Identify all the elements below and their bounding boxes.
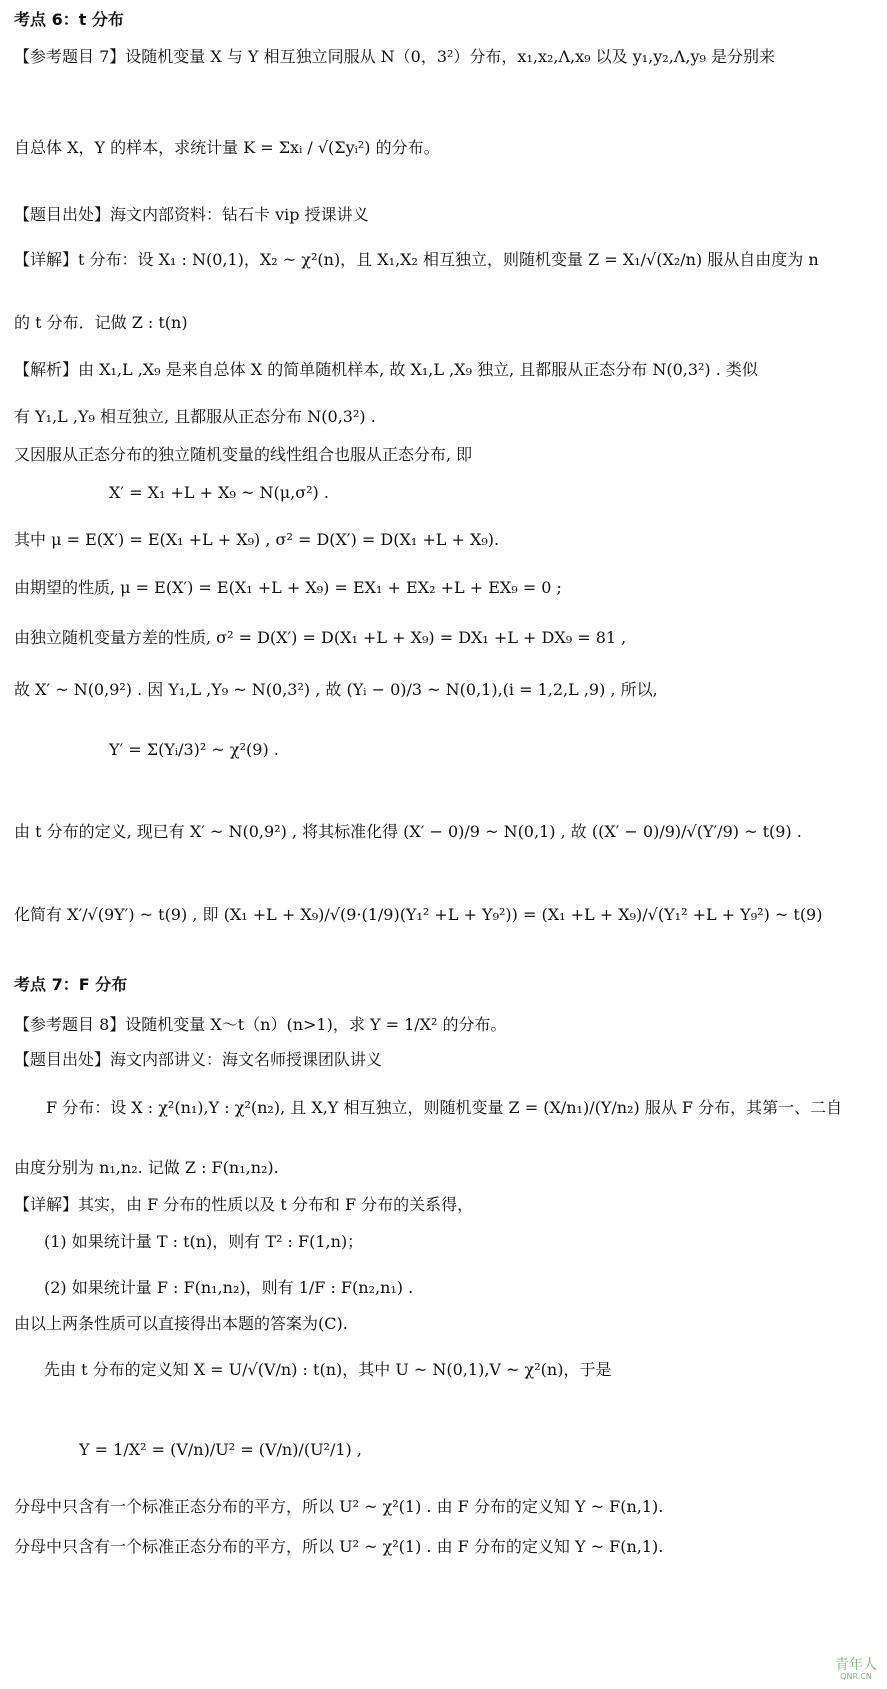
text-line-d7_2: 的 t 分布．记做 Z : t(n) bbox=[14, 313, 188, 332]
text-line-src2: 【题目出处】海文内部讲义：海文名师授课团队讲义 bbox=[14, 1050, 383, 1069]
text-line-p1: 【解析】由 X₁,L ,X₉ 是来自总体 X 的简单随机样本, 故 X₁,L ,X₉ 独立, 且都服从正态分布 N(0,3²) . 类似 bbox=[14, 360, 758, 379]
text-line-t3: 分母中只含有一个标准正态分布的平方，所以 U² ~ χ²(1) . 由 F 分布的定义知 Y ~ F(n,1). bbox=[14, 1497, 664, 1516]
text-line-p2: 有 Y₁,L ,Y₉ 相互独立, 且都服从正态分布 N(0,3²) . bbox=[14, 407, 376, 426]
text-line-p5: 其中 μ = E(X′) = E(X₁ +L + X₉) , σ² = D(X′) = D(X₁ +L + X₉). bbox=[14, 530, 500, 549]
text-line-p10: 由 t 分布的定义, 现已有 X′ ~ N(0,9²) , 将其标准化得 (X′ − 0)/9 ~ N(0,1) , 故 ((X′ − 0)/9)/√(Y′/9) ~ t(9) . bbox=[14, 822, 802, 841]
watermark-subtext: QNR.CN bbox=[840, 1672, 872, 1681]
watermark-text: 青年人 bbox=[835, 1657, 877, 1673]
text-line-prop2: (2) 如果统计量 F : F(n₁,n₂)，则有 1/F : F(n₂,n₁) . bbox=[44, 1278, 414, 1297]
text-line-t2: Y = 1/X² = (V/n)/U² = (V/n)/(U²/1) , bbox=[79, 1440, 362, 1459]
text-line-t4: 分母中只含有一个标准正态分布的平方，所以 U² ~ χ²(1) . 由 F 分布的定义知 Y ~ F(n,1). bbox=[14, 1537, 664, 1556]
text-line-d8: 【详解】其实，由 F 分布的性质以及 t 分布和 F 分布的关系得， bbox=[14, 1195, 474, 1214]
text-line-p9: Y′ = Σ(Yᵢ/3)² ~ χ²(9) . bbox=[109, 740, 279, 759]
text-line-p6: 由期望的性质, μ = E(X′) = E(X₁ +L + X₉) = EX₁ + EX₂ +L + EX₉ = 0 ; bbox=[14, 578, 562, 597]
text-line-f1: F 分布：设 X : χ²(n₁),Y : χ²(n₂), 且 X,Y 相互独立，则随机变量 Z = (X/n₁)/(Y/n₂) 服从 F 分布，其第一、二自 bbox=[46, 1098, 843, 1117]
text-line-p11: 化简有 X′/√(9Y′) ~ t(9) , 即 (X₁ +L + X₉)/√(9·(1/9)(Y₁² +L + Y₉²)) = (X₁ +L + X₉)/√(Y₁² +L + Y₉²) ~ t(9) bbox=[14, 905, 823, 924]
text-line-p3: 又因服从正态分布的独立随机变量的线性组合也服从正态分布, 即 bbox=[14, 445, 473, 464]
text-line-f2: 由度分别为 n₁,n₂. 记做 Z : F(n₁,n₂). bbox=[14, 1158, 279, 1177]
text-line-p7: 由独立随机变量方差的性质, σ² = D(X′) = D(X₁ +L + X₉) = DX₁ +L + DX₉ = 81 , bbox=[14, 628, 627, 647]
watermark-logo bbox=[835, 1659, 877, 1683]
text-line-ans: 由以上两条性质可以直接得出本题的答案为(C). bbox=[14, 1314, 348, 1333]
text-line-p4: X′ = X₁ +L + X₉ ~ N(μ,σ²) . bbox=[109, 483, 329, 502]
text-line-q8: 【参考题目 8】设随机变量 X～t（n）(n>1)，求 Y = 1/X² 的分布。 bbox=[14, 1015, 507, 1034]
text-line-p8: 故 X′ ~ N(0,9²) . 因 Y₁,L ,Y₉ ~ N(0,3²) , 故 (Yᵢ − 0)/3 ~ N(0,1),(i = 1,2,L ,9) , 所以, bbox=[14, 680, 658, 699]
text-line-s7_title: 考点 7：F 分布 bbox=[14, 975, 128, 994]
text-line-q7_1: 【参考题目 7】设随机变量 X 与 Y 相互独立同服从 N（0，3²）分布，x₁,x₂,Λ,x₉ 以及 y₁,y₂,Λ,y₉ 是分别来 bbox=[14, 47, 775, 66]
text-line-q7_2: 自总体 X，Y 的样本，求统计量 K = Σxᵢ / √(Σyᵢ²) 的分布。 bbox=[14, 138, 440, 157]
text-line-s6_title: 考点 6：t 分布 bbox=[14, 10, 124, 29]
text-line-src1: 【题目出处】海文内部资料：钻石卡 vip 授课讲义 bbox=[14, 205, 369, 224]
text-line-d7_1: 【详解】t 分布：设 X₁ : N(0,1)，X₂ ~ χ²(n)，且 X₁,X₂ 相互独立，则随机变量 Z = X₁/√(X₂/n) 服从自由度为 n bbox=[14, 250, 819, 269]
text-line-t1: 先由 t 分布的定义知 X = U/√(V/n) : t(n)，其中 U ~ N(0,1),V ~ χ²(n)，于是 bbox=[44, 1360, 612, 1379]
text-line-prop1: (1) 如果统计量 T : t(n)，则有 T² : F(1,n)； bbox=[44, 1232, 364, 1251]
